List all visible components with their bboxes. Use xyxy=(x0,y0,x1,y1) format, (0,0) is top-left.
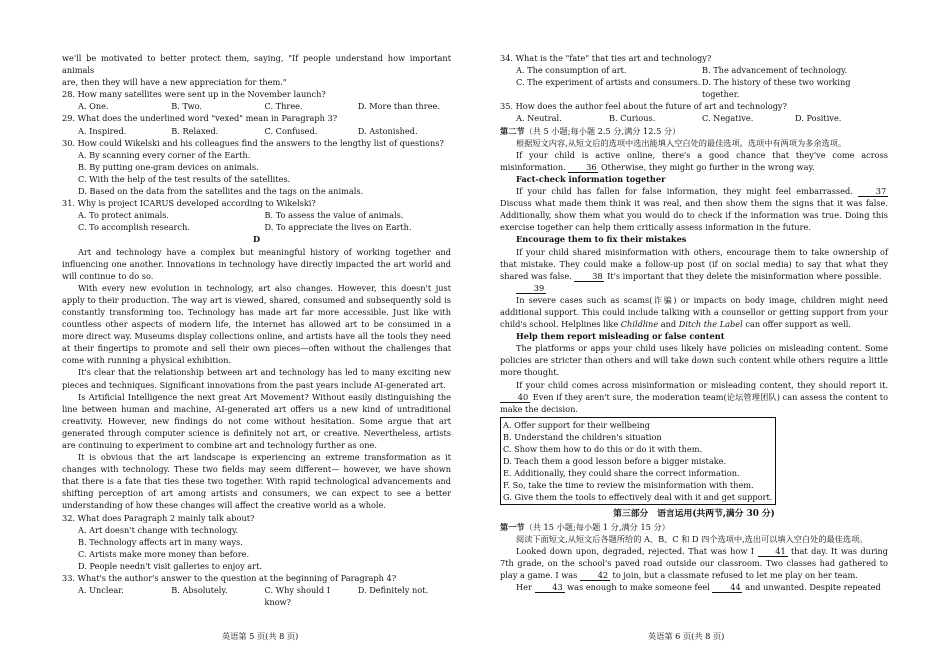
text: and xyxy=(660,319,677,330)
option: C. Three. xyxy=(264,101,303,112)
question-35-options xyxy=(500,112,888,124)
text: can offer support as well. xyxy=(745,319,851,330)
option: B. By putting one-gram devices on animals. xyxy=(78,161,259,172)
question-35-stem: 35. How does the author feel about the future of art and technology? xyxy=(500,101,787,112)
option: B. The advancement of technology. xyxy=(702,65,848,76)
blank-43[interactable]: 43 xyxy=(535,582,565,593)
passage-label: D xyxy=(252,234,261,245)
text: to join, but a classmate refused to let me play on her team. xyxy=(612,569,858,580)
text: Otherwise, they might go further in the wrong way. xyxy=(600,161,815,172)
part-3-title: 第三部分 语言运用(共两节,满分 30 分) xyxy=(613,509,775,520)
box-option[interactable]: D. Teach them a good lesson before a bigger mistake. xyxy=(503,456,727,467)
option: D. To appreciate the lives on Earth. xyxy=(264,222,412,233)
passage-paragraph: With every new evolution in technology, art also changes. However, this doesn't just apply to their production. The way art is viewed, shared, consumed and subsequently sold is constantly transforming too. Technology has made art far more accessible. Just like with countless other aspects of modern life, the internet has allowed art to be consumed in a more direct way. Museums display collections online, and artists have all the tools they need at their fingertips to promote and sell their own pieces—often without the challenges that come with running a physical exhibition. xyxy=(62,282,451,366)
subheading: Fact-check information together xyxy=(516,173,666,184)
blank-36[interactable]: 36 xyxy=(568,162,598,173)
cloze-paragraph xyxy=(500,545,888,581)
text: If your child comes across misinformation or misleading content, they should report it. xyxy=(516,379,888,390)
option: B. Relaxed. xyxy=(171,125,219,136)
text: Her xyxy=(516,582,532,593)
question-29-options xyxy=(62,125,451,137)
option: C. Negative. xyxy=(702,113,754,124)
question-31-stem: 31. Why is project ICARUS developed according to Wikelski? xyxy=(62,198,316,209)
cloze-paragraph xyxy=(500,294,888,330)
question-32-stem: 32. What does Paragraph 2 mainly talk about? xyxy=(62,512,255,523)
option: C. Why should I know? xyxy=(264,585,330,608)
question-33-stem: 33. What's the author's answer to the question at the beginning of Paragraph 4? xyxy=(62,573,397,584)
helpline-name: Ditch the Label xyxy=(678,319,743,330)
left-column xyxy=(62,52,451,608)
option: D. Definitely not. xyxy=(357,585,429,596)
question-34-stem: 34. What is the "fate" that ties art and technology? xyxy=(500,53,712,63)
option: B. To assess the value of animals. xyxy=(264,210,404,221)
text: If your child is active online, there's a good chance that they've come across misinformation. xyxy=(500,149,888,172)
question-33-options xyxy=(62,584,451,608)
cloze-paragraph xyxy=(500,185,888,233)
box-option[interactable]: E. Additionally, they could share the correct information. xyxy=(503,468,740,479)
options-box xyxy=(500,417,776,506)
section-1-note: （共 15 小题;每小题 1 分,满分 15 分） xyxy=(524,521,670,532)
passage-paragraph: Is Artificial Intelligence the next great Art Movement? Without easily distinguishing the line between human and machine, AI-generated art offers us a new kind of untraditional creativity. However, new findings do not come without hesitation. Some argue that art generated through computer science is definitely not art, or creative. Nevertheless, artists are continuing to experiment to combine art and technology further as one. xyxy=(62,391,451,450)
option: C. The experiment of artists and consumers. xyxy=(516,77,701,88)
box-option[interactable]: C. Show them how to do this or do it with them. xyxy=(503,444,703,454)
option: A. Neutral. xyxy=(516,113,562,124)
option: B. Absolutely. xyxy=(171,585,228,596)
passage-paragraph: It is obvious that the art landscape is experiencing an extreme transformation as it changes with technology. These two fields may seem different— however, we have shown that there is a fate that ties these two together. With rapid technological advancements and shifting perception of art among artists and consumers, we can expect to see a better understanding of how these changes will affect the creative world as a whole. xyxy=(62,452,451,511)
option: A. Art doesn't change with technology. xyxy=(78,524,239,535)
cloze-paragraph xyxy=(500,149,888,173)
option: A. By scanning every corner of the Earth. xyxy=(78,149,251,160)
question-28-stem: 28. How many satellites were sent up in the November launch? xyxy=(62,89,326,100)
section-1-instructions: 阅读下面短文,从短文后各题所给的 A、B、C 和 D 四个选项中,选出可以填入空白处的最佳选项。 xyxy=(516,533,868,544)
option: C. With the help of the test results of the satellites. xyxy=(78,173,291,184)
option: B. Technology affects art in many ways. xyxy=(78,536,243,547)
section-2-title: 第二节 xyxy=(500,125,525,136)
text: that day. It was during 7th grade, on the school's paved road outside our classroom. Two classes had gathered to play a game. I was xyxy=(500,545,888,580)
option: D. More than three. xyxy=(357,101,440,112)
question-34-options-row1 xyxy=(500,64,888,76)
option: A. Inspired. xyxy=(78,125,127,136)
option: A. One. xyxy=(78,101,109,112)
question-31-options-row2 xyxy=(62,221,451,233)
option: A. To protect animals. xyxy=(78,210,170,221)
section-1-heading xyxy=(500,521,888,533)
section-2-instructions: 根据短文内容,从短文后的选项中选出能填入空白处的最佳选项。选项中有两项为多余选项。 xyxy=(516,137,847,148)
blank-39[interactable]: 39 xyxy=(516,283,546,294)
carryover-line-2: are, then they will have a new appreciation for them." xyxy=(62,77,287,88)
text: Looked down upon, degraded, rejected. That was how I xyxy=(516,545,755,556)
box-option[interactable]: F. So, take the time to review the misinformation with them. xyxy=(503,480,754,491)
question-28-options xyxy=(62,100,451,112)
option: A. The consumption of art. xyxy=(516,65,627,76)
text: In severe cases such as scams(诈骗) or impacts on body image, children might need additional support. This could include talking with a counsellor or getting support from your child's school. Helplines like xyxy=(500,294,888,330)
passage-paragraph: It's clear that the relationship between art and technology has led to many exciting new pieces and techniques. Significant innovations from the past years include AI-generated art. xyxy=(62,367,451,390)
question-31-options-row1 xyxy=(62,209,451,221)
question-29-stem: 29. What does the underlined word "vexed" mean in Paragraph 3? xyxy=(62,113,338,124)
blank-44[interactable]: 44 xyxy=(712,582,742,593)
box-option[interactable]: B. Understand the children's situation xyxy=(503,431,662,442)
option: D. Astonished. xyxy=(357,125,418,136)
box-option[interactable]: G. Give them the tools to effectively deal with it and get support. xyxy=(503,492,773,503)
option: B. Two. xyxy=(171,101,203,112)
right-column xyxy=(500,52,888,593)
option: D. The history of these two working together. xyxy=(702,77,851,100)
option: D. Positive. xyxy=(795,113,842,124)
question-30-stem: 30. How could Wikelski and his colleagues find the answers to the lengthy list of questions? xyxy=(62,137,444,148)
section-1-title: 第一节 xyxy=(500,521,525,532)
option: C. Artists make more money than before. xyxy=(78,548,250,559)
text: If your child shared misinformation with others, encourage them to take ownership of that mistake. They could make a follow-up post (if on social media) to say that what they shared was false. xyxy=(500,246,888,281)
box-option[interactable]: A. Offer support for their wellbeing xyxy=(503,419,651,430)
text: and unwanted. Despite repeated xyxy=(745,582,881,593)
section-2-note: （共 5 小题;每小题 2.5 分,满分 12.5 分） xyxy=(524,125,681,136)
subheading: Encourage them to fix their mistakes xyxy=(516,234,687,245)
option: A. Unclear. xyxy=(78,585,124,596)
page-footer-left: 英语第 5 页(共 8 页) xyxy=(222,631,299,641)
blank-37[interactable]: 37 xyxy=(858,186,888,197)
question-34-options-row2 xyxy=(500,76,888,100)
carryover-line-1: we'll be motivated to better protect them, saying, "If people understand how important animals xyxy=(62,53,451,76)
option: C. Confused. xyxy=(264,125,318,136)
blank-42[interactable]: 42 xyxy=(580,570,610,581)
cloze-paragraph: The platforms or apps your child uses likely have policies on misleading content. Some policies are stricter than others and will take down such content while others require a little more thought. xyxy=(500,343,888,378)
cloze-paragraph xyxy=(500,246,888,282)
text: Even if they aren't sure, the moderation team(论坛管理团队) can assess the content to make the decision. xyxy=(500,391,889,414)
text: It's important that they delete the misinformation where possible. xyxy=(607,270,882,281)
cloze-paragraph xyxy=(500,379,888,415)
blank-38[interactable]: 38 xyxy=(574,271,604,282)
option: B. Curious. xyxy=(609,113,656,124)
blank-39-line xyxy=(500,282,888,294)
section-2-heading xyxy=(500,125,888,137)
option: D. Based on the data from the satellites and the tags on the animals. xyxy=(78,186,364,197)
helpline-name: Childline xyxy=(620,319,659,330)
text: was enough to make someone feel xyxy=(567,582,710,593)
blank-41[interactable]: 41 xyxy=(758,546,788,557)
passage-paragraph: Art and technology have a complex but meaningful history of working together and influencing one another. Innovations in technology have directly impacted the art world and will continue to do so. xyxy=(62,246,451,281)
option: D. People needn't visit galleries to enjoy art. xyxy=(78,560,262,571)
subheading: Help them report misleading or false content xyxy=(516,331,725,342)
cloze-paragraph xyxy=(500,581,888,593)
text: If your child has fallen for false information, they might feel embarrassed. xyxy=(516,186,853,197)
blank-40[interactable]: 40 xyxy=(500,392,530,403)
text: Discuss what made them think it was real, and then show them the signs that it was false. Additionally, show them what you would do to check if the information was true. Doing this exercise together can help them critically assess information in the future. xyxy=(500,198,888,233)
option: C. To accomplish research. xyxy=(78,222,190,233)
page-footer-right: 英语第 6 页(共 8 页) xyxy=(648,631,725,641)
